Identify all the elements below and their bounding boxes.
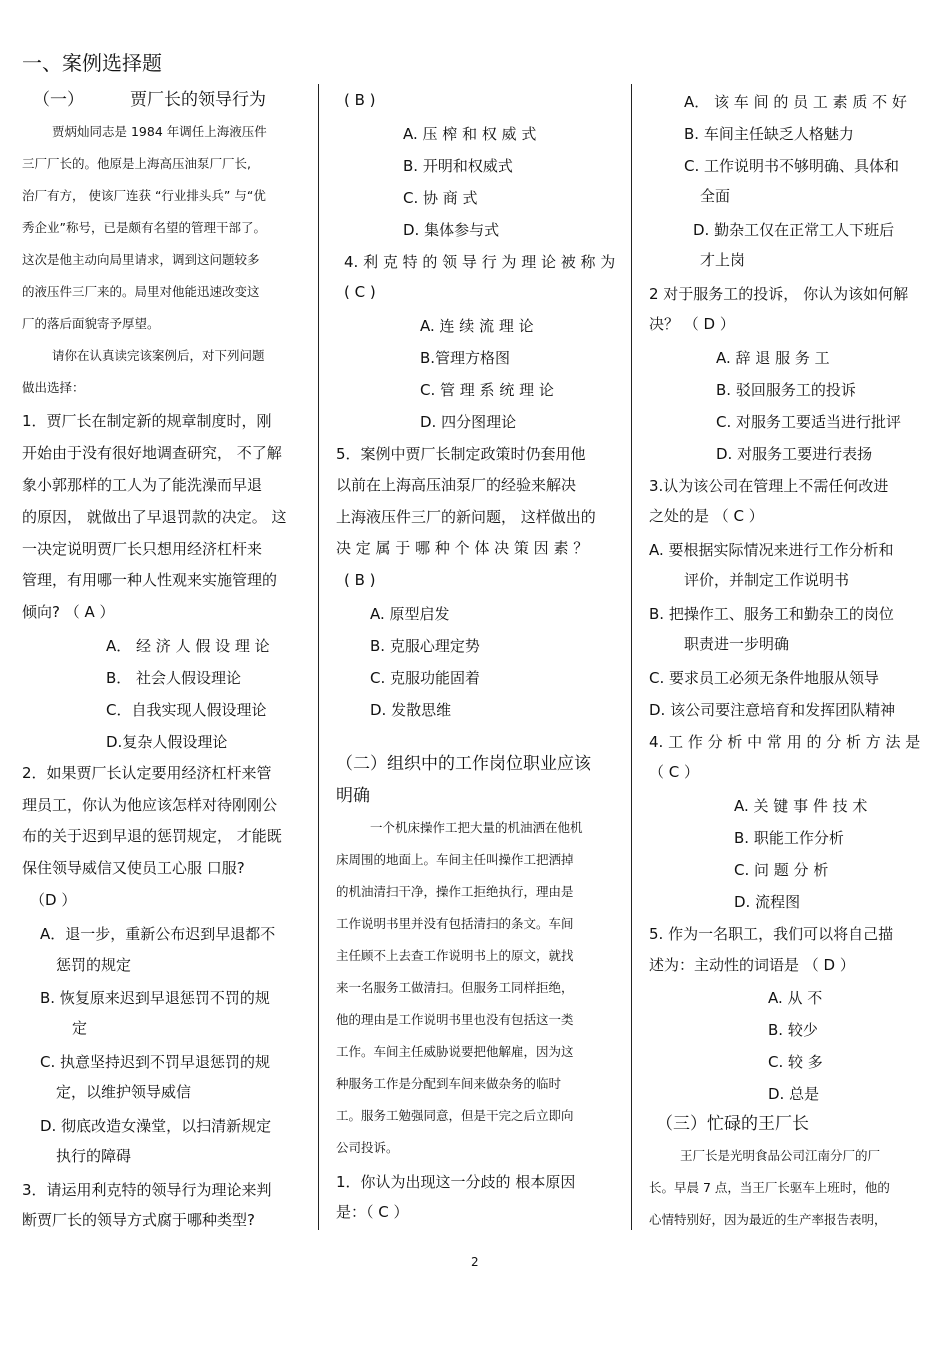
case1-q4-line: ( C ) xyxy=(344,283,376,301)
case2-q4-option: C. 问 题 分 析 xyxy=(734,861,829,879)
case2-intro-line: 工。服务工勉强同意，但是干完之后立即向 xyxy=(336,1108,574,1123)
case1-q4-option: C. 管 理 系 统 理 论 xyxy=(420,381,554,399)
case2-q2-line: 决？ （ D ） xyxy=(649,315,735,333)
case2-q2-line: 2 对于服务工的投诉， 你认为该如何解 xyxy=(649,285,909,303)
case1-intro-line: 秀企业”称号，已是颇有名望的管理干部了。 xyxy=(22,220,266,235)
case1-q5-option: D. 发散思维 xyxy=(370,701,452,719)
case1-q2-option: D. 彻底改造女澡堂，以扫清新规定 xyxy=(40,1117,272,1135)
case1-intro-line: 的液压件三厂来的。局里对他能迅速改变这 xyxy=(22,284,260,299)
case3-intro-line: 王厂长是光明食品公司江南分厂的厂 xyxy=(680,1148,881,1163)
case1-q2-option: 惩罚的规定 xyxy=(56,956,132,974)
case1-q1-line: 1．贾厂长在制定新的规章制度时，刚 xyxy=(22,412,272,430)
case1-q2-option: 执行的障碍 xyxy=(56,1147,132,1165)
case2-q3-option: C. 要求员工必须无条件地服从领导 xyxy=(649,669,880,687)
case1-q2-option: B. 恢复原来迟到早退惩罚不罚的规 xyxy=(40,989,270,1007)
case1-intro-line: 治厂有方， 使该厂连获 “行业排头兵” 与“优 xyxy=(22,188,266,203)
case1-q2-line: 2．如果贾厂长认定要用经济杠杆来管 xyxy=(22,764,272,782)
case2-title: 明确 xyxy=(336,786,370,806)
case2-q5-option: B. 较少 xyxy=(768,1021,818,1039)
case1-q4-option: A. 连 续 流 理 论 xyxy=(420,317,534,335)
case3-intro-line: 长。早晨 7 点，当王厂长驱车上班时，他的 xyxy=(649,1180,890,1195)
case2-q2-option: B. 驳回服务工的投诉 xyxy=(716,381,856,399)
case1-q5-option: C. 克服功能固着 xyxy=(370,669,481,687)
case2-q4-line: （ C ） xyxy=(649,763,700,781)
case2-q3-line: 3.认为该公司在管理上不需任何改进 xyxy=(649,477,889,495)
case1-q5-line: ( B ) xyxy=(344,571,376,589)
case2-title: （二）组织中的工作岗位职业应该 xyxy=(336,754,591,774)
case1-q2-line: 理员工，你认为他应该怎样对待刚刚公 xyxy=(22,796,278,814)
case1-q5-line: 5．案例中贾厂长制定政策时仍套用他 xyxy=(336,445,586,463)
case2-intro-line: 工作。车间主任威胁说要把他解雇，因为这 xyxy=(336,1044,574,1059)
case1-q1-line: 一决定说明贾厂长只想用经济杠杆来 xyxy=(22,540,263,558)
case1-q1-option: C．自我实现人假设理论 xyxy=(106,701,267,719)
case1-q2-option: 定 xyxy=(72,1019,88,1037)
case2-q1-option: 才上岗 xyxy=(700,251,746,269)
case1-q1-line: 开始由于没有很好地调查研究， 不了解 xyxy=(22,444,282,462)
case1-q1-option: A． 经 济 人 假 设 理 论 xyxy=(106,637,270,655)
case1-q1-option: D.复杂人假设理论 xyxy=(106,733,228,751)
case2-q1-option: C. 工作说明书不够明确、具体和 xyxy=(684,157,900,175)
case2-q1-option: D. 勤杂工仅在正常工人下班后 xyxy=(693,221,895,239)
case1-q3-line: 3．请运用利克特的领导行为理论来判 xyxy=(22,1181,272,1199)
case2-intro-line: 的机油清扫干净，操作工拒绝执行，理由是 xyxy=(336,884,574,899)
case2-intro-line: 床周围的地面上。车间主任叫操作工把洒掉 xyxy=(336,852,574,867)
case3-intro-line: 心情特别好，因为最近的生产率报告表明， xyxy=(649,1212,887,1227)
case2-q1-option: B. 车间主任缺乏人格魅力 xyxy=(684,125,854,143)
case1-q2-line: 保住领导威信又使员工心服 口服? xyxy=(22,859,245,877)
case2-intro-line: 主任顾不上去查工作说明书上的原文，就找 xyxy=(336,948,574,963)
case1-q5-option: A. 原型启发 xyxy=(370,605,450,623)
case1-q4-option: B.管理方格图 xyxy=(420,349,511,367)
case2-q3-option: A. 要根据实际情况来进行工作分析和 xyxy=(649,541,894,559)
case1-q1-line: 管理，有用哪一种人性观来实施管理的 xyxy=(22,571,278,589)
case2-q1-line: 1．你认为出现这一分歧的 根本原因 xyxy=(336,1173,576,1191)
case1-q3-option: C. 协 商 式 xyxy=(403,189,478,207)
case1-q3-option: A. 压 榨 和 权 威 式 xyxy=(403,125,537,143)
case2-intro-line: 一个机床操作工把大量的机油洒在他机 xyxy=(370,820,583,835)
case2-q5-option: D. 总是 xyxy=(768,1085,820,1103)
case1-intro-line: 做出选择： xyxy=(22,380,85,395)
case1-q4-line: 4. 利 克 特 的 领 导 行 为 理 论 被 称 为 xyxy=(344,253,616,271)
case1-q3-answer: ( B ) xyxy=(344,91,376,109)
case2-intro-line: 工作说明书里并没有包括清扫的条文。车间 xyxy=(336,916,574,931)
case2-q4-option: B. 职能工作分析 xyxy=(734,829,844,847)
case1-intro-line: 三厂厂长的。他原是上海高压油泵厂厂长, xyxy=(22,156,251,171)
case1-q2-line: 布的关于迟到早退的惩罚规定， 才能既 xyxy=(22,827,282,845)
case1-q2-option: C. 执意坚持迟到不罚早退惩罚的规 xyxy=(40,1053,271,1071)
case1-q5-line: 以前在上海高压油泵厂的经验来解决 xyxy=(336,476,577,494)
case1-q1-line: 象小郭那样的工人为了能洗澡而早退 xyxy=(22,476,263,494)
case2-q5-line: 5. 作为一名职工，我们可以将自己描 xyxy=(649,925,894,943)
case1-q3-option: B. 开明和权威式 xyxy=(403,157,513,175)
case1-title: 贾厂长的领导行为 xyxy=(130,90,266,110)
case1-intro-line: 请你在认真读完该案例后，对下列问题 xyxy=(52,348,265,363)
page-number: 2 xyxy=(471,1255,479,1269)
section-heading: 一、案例选择题 xyxy=(22,51,162,75)
case2-intro-line: 公司投诉。 xyxy=(336,1140,399,1155)
case2-q2-option: A. 辞 退 服 务 工 xyxy=(716,349,830,367)
case1-q5-line: 决 定 属 于 哪 种 个 体 决 策 因 素 ？ xyxy=(336,539,589,557)
case1-q1-line: 的原因， 就做出了早退罚款的决定。 这 xyxy=(22,508,287,526)
case2-q1-line: 是：（ C ） xyxy=(336,1203,409,1221)
case2-q5-line: 述为：主动性的词语是 （ D ） xyxy=(649,956,855,974)
case1-intro-line: 厂的落后面貌寄予厚望。 xyxy=(22,316,160,331)
case2-q1-option: 全面 xyxy=(700,187,731,205)
case2-q3-option: B. 把操作工、服务工和勤杂工的岗位 xyxy=(649,605,894,623)
case2-q3-option: D. 该公司要注意培育和发挥团队精神 xyxy=(649,701,896,719)
case1-q4-option: D. 四分图理论 xyxy=(420,413,517,431)
case2-q1-option: A． 该 车 间 的 员 工 素 质 不 好 xyxy=(684,93,907,111)
case2-q5-option: C. 较 多 xyxy=(768,1053,823,1071)
case2-q4-line: 4. 工 作 分 析 中 常 用 的 分 析 方 法 是 xyxy=(649,733,921,751)
case2-q4-option: D. 流程图 xyxy=(734,893,801,911)
case2-q5-option: A. 从 不 xyxy=(768,989,823,1007)
case2-q2-option: D. 对服务工要进行表扬 xyxy=(716,445,873,463)
case1-q2-option: 定，以维护领导威信 xyxy=(56,1083,192,1101)
case3-title: （三）忙碌的王厂长 xyxy=(656,1114,809,1134)
case2-q3-line: 之处的是 （ C ） xyxy=(649,507,764,525)
column-divider xyxy=(318,84,319,1230)
case1-q1-option: B． 社会人假设理论 xyxy=(106,669,242,687)
case2-intro-line: 他的理由是工作说明书里也没有包括这一类 xyxy=(336,1012,574,1027)
case1-q1-line: 倾向? （ A ） xyxy=(22,603,115,621)
case1-intro-line: 这次是他主动向局里请求，调到这问题较多 xyxy=(22,252,260,267)
column-divider xyxy=(631,84,632,1230)
case1-q3-option: D. 集体参与式 xyxy=(403,221,500,239)
case1-q5-option: B. 克服心理定势 xyxy=(370,637,480,655)
case1-q2-line: （D ） xyxy=(30,891,77,909)
case1-q5-line: 上海液压件三厂的新问题， 这样做出的 xyxy=(336,508,596,526)
case2-q3-option: 职责进一步明确 xyxy=(684,635,790,653)
case2-q2-option: C. 对服务工要适当进行批评 xyxy=(716,413,902,431)
case1-intro-line: 贾炳灿同志是 1984 年调任上海液压件 xyxy=(52,124,267,139)
case1-q2-option: A．退一步，重新公布迟到早退都不 xyxy=(40,925,276,943)
case2-q3-option: 评价，并制定工作说明书 xyxy=(684,571,850,589)
case1-q3-line: 断贾厂长的领导方式腐于哪种类型? xyxy=(22,1211,255,1229)
case2-intro-line: 种服务工作是分配到车间来做杂务的临时 xyxy=(336,1076,562,1091)
case2-q4-option: A. 关 键 事 件 技 术 xyxy=(734,797,868,815)
case2-intro-line: 来一名服务工做清扫。但服务工同样拒绝， xyxy=(336,980,574,995)
case1-label: （一） xyxy=(33,90,84,110)
